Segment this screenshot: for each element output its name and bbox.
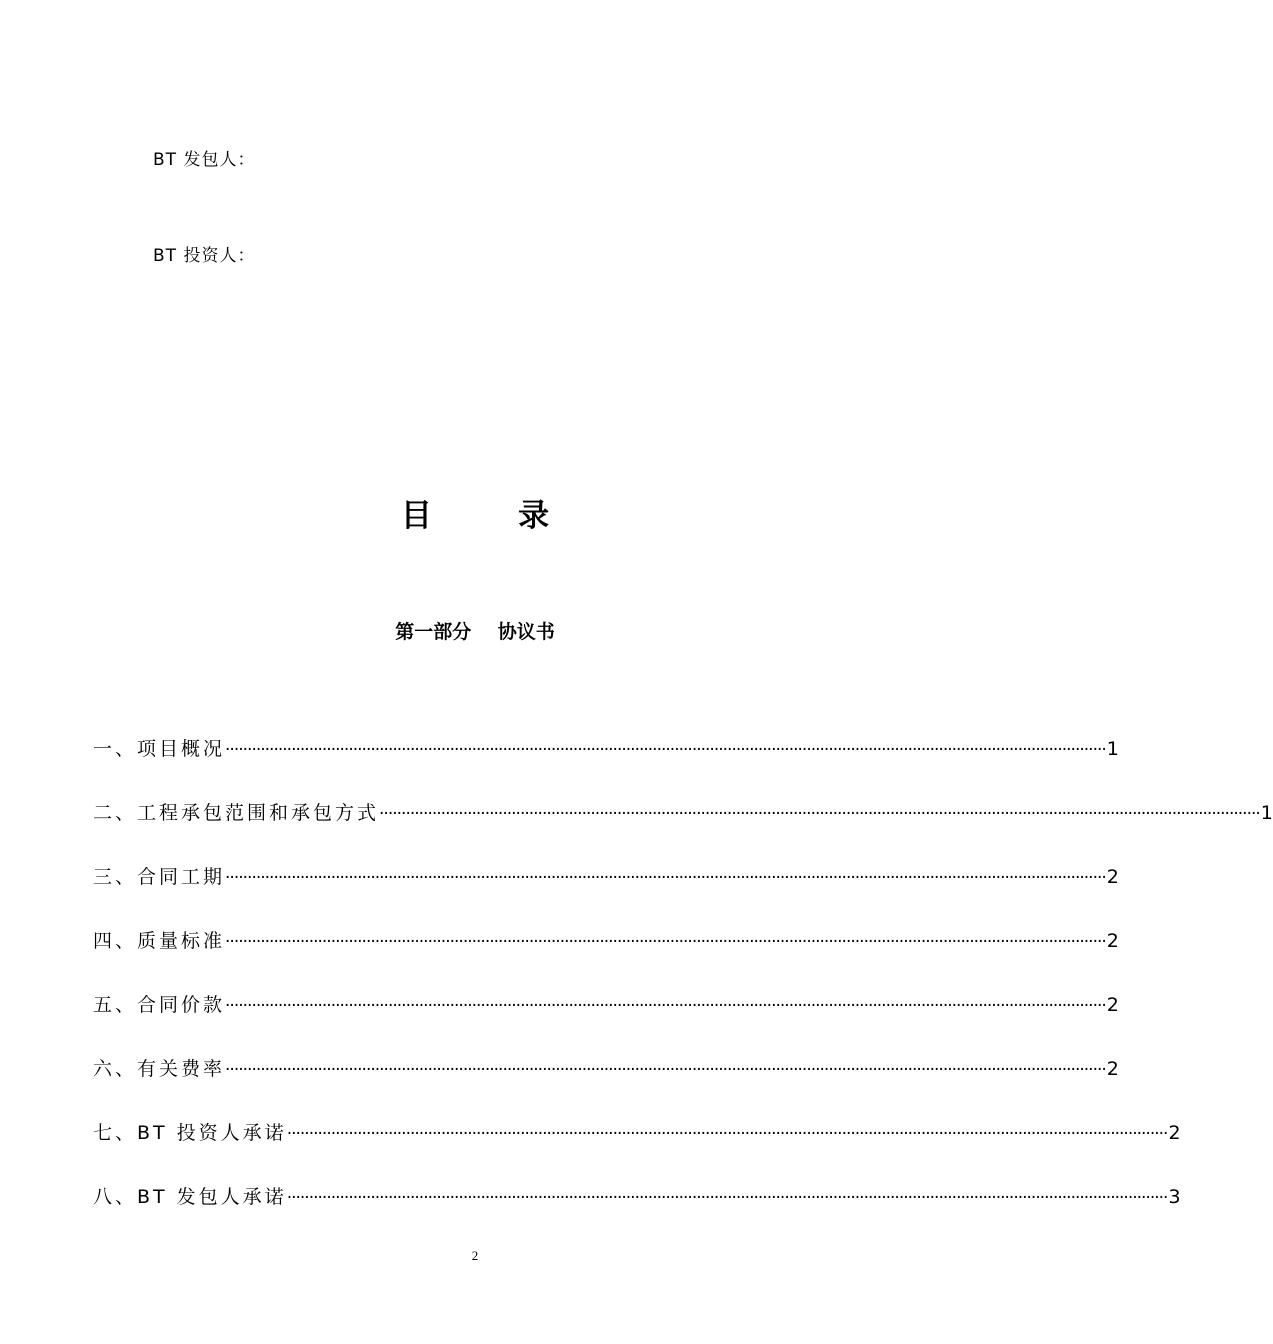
- toc-leader-dots: ········································································································································································································: [225, 996, 1106, 1016]
- employer-label: BT 发包人：: [153, 150, 256, 170]
- toc-entry-text: 八、BT 发包人承诺: [93, 1186, 287, 1208]
- page-number: 2: [471, 1248, 479, 1263]
- toc-title: 目 录: [400, 498, 550, 534]
- toc-leader-dots: ········································································································································································································: [379, 804, 1260, 824]
- toc-leader-dots: ········································································································································································································: [225, 1060, 1106, 1080]
- toc-leader-dots: ········································································································································································································: [225, 740, 1106, 760]
- toc-leader-dots: ········································································································································································································: [225, 868, 1106, 888]
- toc-entry-page: 3: [1168, 1186, 1181, 1208]
- toc-entry: [93, 1056, 1119, 1082]
- toc-entry-text: 六、有关费率: [93, 1058, 226, 1080]
- investor-label: BT 投资人：: [153, 246, 256, 266]
- toc-entry-page: 2: [1106, 1058, 1119, 1080]
- toc-entry: [93, 1120, 1181, 1146]
- toc-entry-page: 2: [1106, 994, 1119, 1016]
- toc-entry: [93, 736, 1119, 762]
- toc-entry-text: 五、合同价款: [93, 994, 226, 1016]
- toc-entry-text: 三、合同工期: [93, 866, 226, 888]
- toc-entry-page: 2: [1106, 930, 1119, 952]
- toc-entry-text: 二、工程承包范围和承包方式: [93, 802, 380, 824]
- toc-leader-dots: ········································································································································································································: [225, 932, 1106, 952]
- toc-leader-dots: ········································································································································································································: [286, 1124, 1168, 1144]
- toc-entry-text: 四、质量标准: [93, 930, 226, 952]
- toc-entry: [93, 1184, 1181, 1210]
- toc-entry-page: 2: [1168, 1122, 1181, 1144]
- toc-entry: [93, 992, 1119, 1018]
- toc-entry-text: 一、项目概况: [93, 738, 226, 760]
- toc-entry-page: 1: [1260, 802, 1273, 824]
- toc-entry-page: 1: [1106, 738, 1119, 760]
- toc-entry-page: 2: [1106, 866, 1119, 888]
- toc-entry: [93, 864, 1119, 890]
- toc-entry-text: 七、BT 投资人承诺: [93, 1122, 287, 1144]
- toc-entry: [93, 928, 1119, 954]
- toc-leader-dots: ········································································································································································································: [286, 1188, 1168, 1208]
- part-heading: 第一部分 协议书: [395, 621, 555, 643]
- toc-entry: [93, 800, 1273, 826]
